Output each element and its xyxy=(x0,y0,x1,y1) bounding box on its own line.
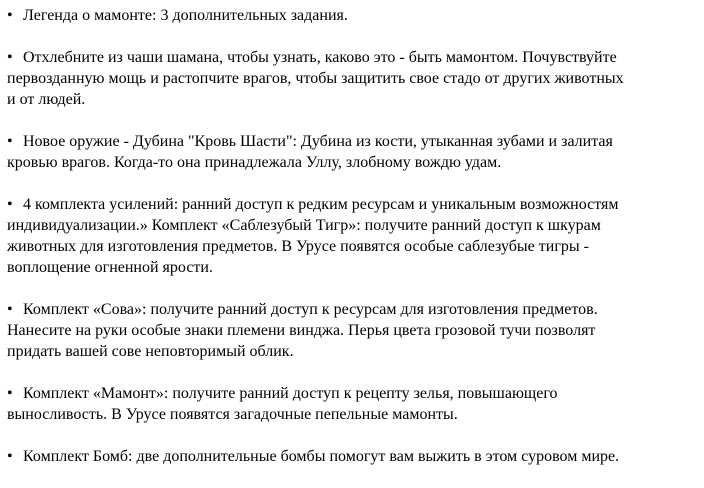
list-item-shaman-cup xyxy=(7,47,697,110)
list-item-text: Комплект «Сова»: получите ранний доступ к ресурсам для изготовления предметов. xyxy=(23,301,598,318)
bullet-icon: • xyxy=(7,301,13,318)
list-item-line: индивидуализации.» Комплект «Саблезубый Тигр»: получите ранний доступ к шкурам xyxy=(7,217,601,234)
list-item-line: кровью врагов. Когда-то она принадлежала Уллу, злобному вождю удам. xyxy=(7,154,502,171)
list-item-line: животных для изготовления предметов. В Урусе появятся особые саблезубые тигры - xyxy=(7,238,589,255)
list-item-owl-pack xyxy=(7,299,697,362)
bullet-icon: • xyxy=(7,196,13,213)
feature-list xyxy=(7,5,697,488)
list-item-line xyxy=(7,383,697,404)
list-item-bomb-pack xyxy=(7,446,697,467)
list-item-line xyxy=(7,299,697,320)
list-item-text: Новое оружие - Дубина "Кровь Шасти": Дубина из кости, утыканная зубами и залитая xyxy=(23,133,613,150)
bullet-icon: • xyxy=(7,385,13,402)
list-item-line: выносливость. В Урусе появятся загадочные пепельные мамонты. xyxy=(7,406,458,423)
list-item-line xyxy=(7,194,697,215)
list-item-line xyxy=(7,47,697,68)
list-item-text: Комплект Бомб: две дополнительные бомбы помогут вам выжить в этом суровом мире. xyxy=(23,448,620,465)
list-item-text: Отхлебните из чаши шамана, чтобы узнать, каково это - быть мамонтом. Почувствуйте xyxy=(23,49,617,66)
list-item-line: воплощение огненной ярости. xyxy=(7,259,213,276)
list-item-text: 4 комплекта усилений: ранний доступ к редким ресурсам и уникальным возможностям xyxy=(23,196,619,213)
bullet-icon: • xyxy=(7,133,13,150)
bullet-icon: • xyxy=(7,448,13,465)
list-item-line xyxy=(7,5,697,26)
list-item-line xyxy=(7,446,697,467)
list-item-line: и от людей. xyxy=(7,91,86,108)
bullet-icon: • xyxy=(7,7,13,24)
list-item-boost-packs xyxy=(7,194,697,278)
list-item-text: Комплект «Мамонт»: получите ранний доступ к рецепту зелья, повышающего xyxy=(23,385,558,402)
list-item-line: Нанесите на руки особые знаки племени винджа. Перья цвета грозовой тучи позволят xyxy=(7,322,596,339)
bullet-icon: • xyxy=(7,49,13,66)
list-item-mammoth-legend xyxy=(7,5,697,26)
list-item-line xyxy=(7,131,697,152)
list-item-mammoth-pack xyxy=(7,383,697,425)
list-item-line: первозданную мощь и растопчите врагов, чтобы защитить свое стадо от других животных xyxy=(7,70,624,87)
list-item-text: Легенда о мамонте: 3 дополнительных задания. xyxy=(23,7,348,24)
list-item-new-weapon xyxy=(7,131,697,173)
list-item-line: придать вашей сове неповторимый облик. xyxy=(7,343,294,360)
